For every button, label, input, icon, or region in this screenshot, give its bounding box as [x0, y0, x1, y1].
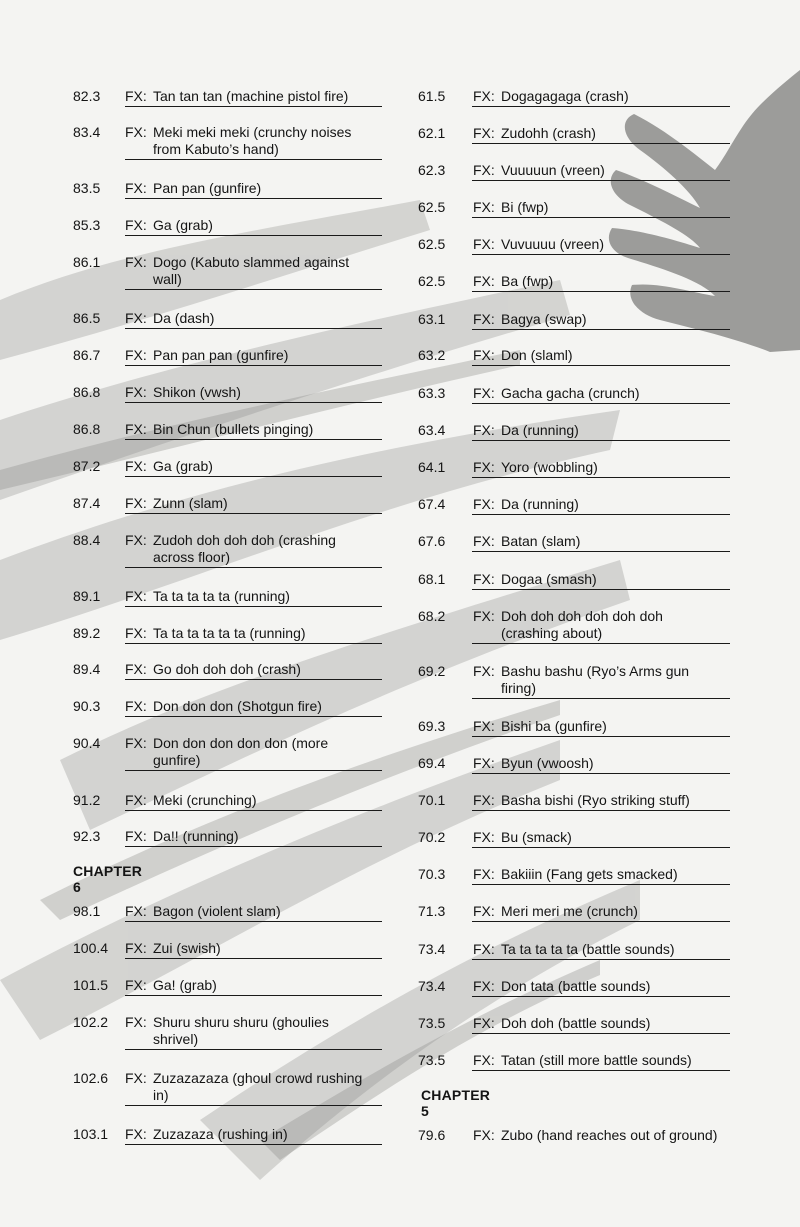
sound-effect-translation: Da!! (running): [153, 828, 239, 844]
sound-effect-translation: Don tata (battle sounds): [501, 978, 651, 994]
fx-label: FX:: [125, 458, 147, 474]
page-panel-number: 62.5: [418, 236, 446, 252]
sound-effect-translation: (crashing about): [501, 625, 603, 641]
page-panel-number: 70.3: [418, 866, 446, 882]
underline-rule: [472, 884, 730, 885]
fx-label: FX:: [125, 384, 147, 400]
chapter-heading: CHAPTER 5: [421, 1087, 491, 1119]
sound-effect-translation: Ga (grab): [153, 458, 213, 474]
sound-effect-translation: Ta ta ta ta ta (running): [153, 588, 290, 604]
fx-label: FX:: [125, 217, 147, 233]
underline-rule: [472, 217, 730, 218]
sound-effect-translation: firing): [501, 680, 537, 696]
sound-effect-translation: Bashu bashu (Ryo’s Arms gun: [501, 663, 690, 679]
page-panel-number: 64.1: [418, 459, 446, 475]
underline-rule: [472, 143, 730, 144]
sound-effect-translation: Bishi ba (gunfire): [501, 718, 607, 734]
fx-label: FX:: [125, 1126, 147, 1142]
page-panel-number: 63.1: [418, 311, 446, 327]
page-panel-number: 73.4: [418, 978, 446, 994]
fx-label: FX:: [125, 625, 147, 641]
page-panel-number: 68.1: [418, 571, 446, 587]
page-panel-number: 102.6: [73, 1070, 109, 1086]
sound-effect-translation: Pan pan (gunfire): [153, 180, 262, 196]
fx-label: FX:: [473, 347, 495, 363]
underline-rule: [125, 679, 382, 680]
sound-effect-translation: Bin Chun (bullets pinging): [153, 421, 314, 437]
fx-label: FX:: [473, 385, 495, 401]
page-panel-number: 62.3: [418, 162, 446, 178]
underline-rule: [472, 847, 730, 848]
page-panel-number: 98.1: [73, 903, 101, 919]
underline-rule: [472, 403, 730, 404]
page-panel-number: 87.4: [73, 495, 101, 511]
sound-effect-translation: across floor): [153, 549, 231, 565]
underline-rule: [125, 106, 382, 107]
sound-effect-translation: Dogo (Kabuto slammed against: [153, 254, 350, 270]
sound-effect-translation: Ba (fwp): [501, 273, 554, 289]
fx-label: FX:: [125, 347, 147, 363]
underline-rule: [472, 773, 730, 774]
underline-rule: [125, 958, 382, 959]
page-panel-number: 69.2: [418, 663, 446, 679]
underline-rule: [125, 198, 382, 199]
underline-rule: [472, 589, 730, 590]
page-panel-number: 87.2: [73, 458, 101, 474]
underline-rule: [125, 402, 382, 403]
sound-effect-translation: Don don don don don (more: [153, 735, 329, 751]
sound-effect-translation: Zunn (slam): [153, 495, 228, 511]
sound-effect-translation: Yoro (wobbling): [501, 459, 598, 475]
sound-effect-translation: Bagya (swap): [501, 311, 587, 327]
sound-effect-translation: shrivel): [153, 1031, 199, 1047]
fx-label: FX:: [473, 792, 495, 808]
underline-rule: [472, 254, 730, 255]
underline-rule: [125, 567, 382, 568]
fx-label: FX:: [125, 977, 147, 993]
fx-label: FX:: [473, 755, 495, 771]
underline-rule: [125, 365, 382, 366]
sound-effect-translation: Dogaa (smash): [501, 571, 597, 587]
sound-effect-translation: Gacha gacha (crunch): [501, 385, 640, 401]
sound-effect-translation: Bagon (violent slam): [153, 903, 281, 919]
fx-label: FX:: [125, 532, 147, 548]
fx-label: FX:: [125, 735, 147, 751]
page-panel-number: 70.1: [418, 792, 446, 808]
page-panel-number: 83.5: [73, 180, 101, 196]
underline-rule: [472, 996, 730, 997]
underline-rule: [125, 643, 382, 644]
hand-silhouette: [609, 70, 800, 352]
sound-effect-translation: Bu (smack): [501, 829, 572, 845]
sound-effect-translation: Zudohh (crash): [501, 125, 596, 141]
fx-label: FX:: [473, 978, 495, 994]
fx-label: FX:: [473, 718, 495, 734]
fx-label: FX:: [473, 422, 495, 438]
sound-effect-translation: Dogagagaga (crash): [501, 88, 629, 104]
underline-rule: [125, 289, 382, 290]
fx-label: FX:: [125, 88, 147, 104]
sound-effect-translation: Byun (vwoosh): [501, 755, 594, 771]
underline-rule: [472, 1070, 730, 1071]
sound-effect-translation: Zui (swish): [153, 940, 221, 956]
sound-effect-translation: Zubo (hand reaches out of ground): [501, 1127, 718, 1143]
sound-effect-translation: Zudoh doh doh doh (crashing: [153, 532, 336, 548]
sound-effect-translation: Da (running): [501, 422, 579, 438]
underline-rule: [125, 476, 382, 477]
underline-rule: [125, 810, 382, 811]
sound-effect-translation: Pan pan pan (gunfire): [153, 347, 289, 363]
fx-label: FX:: [125, 661, 147, 677]
page-panel-number: 83.4: [73, 124, 101, 140]
underline-rule: [125, 439, 382, 440]
underline-rule: [125, 716, 382, 717]
sound-effect-translation: Meki meki meki (crunchy noises: [153, 124, 352, 140]
sound-effect-translation: Basha bishi (Ryo striking stuff): [501, 792, 690, 808]
page-panel-number: 90.4: [73, 735, 101, 751]
underline-rule: [125, 921, 382, 922]
fx-label: FX:: [473, 608, 495, 624]
page-panel-number: 91.2: [73, 792, 101, 808]
fx-label: FX:: [473, 273, 495, 289]
fx-label: FX:: [473, 533, 495, 549]
sound-effect-translation: Meki (crunching): [153, 792, 257, 808]
sound-effect-translation: Vuuuuun (vreen): [501, 162, 605, 178]
underline-rule: [472, 643, 730, 644]
sound-effect-translation: Ta ta ta ta ta ta (running): [153, 625, 306, 641]
fx-label: FX:: [125, 124, 147, 140]
fx-label: FX:: [473, 1015, 495, 1031]
sound-effect-translation: Ga (grab): [153, 217, 213, 233]
underline-rule: [472, 959, 730, 960]
fx-label: FX:: [473, 866, 495, 882]
underline-rule: [472, 365, 730, 366]
page-panel-number: 63.2: [418, 347, 446, 363]
fx-label: FX:: [473, 829, 495, 845]
page-panel-number: 82.3: [73, 88, 101, 104]
fx-label: FX:: [125, 254, 147, 270]
underline-rule: [472, 329, 730, 330]
page-panel-number: 103.1: [73, 1126, 109, 1142]
sound-effect-translation: Da (dash): [153, 310, 215, 326]
page-panel-number: 86.7: [73, 347, 101, 363]
fx-label: FX:: [125, 180, 147, 196]
page-panel-number: 69.3: [418, 718, 446, 734]
page-panel-number: 69.4: [418, 755, 446, 771]
underline-rule: [472, 810, 730, 811]
sound-effect-translation: Tan tan tan (machine pistol fire): [153, 88, 349, 104]
fx-label: FX:: [125, 310, 147, 326]
fx-label: FX:: [473, 496, 495, 512]
sound-effect-translation: Doh doh doh doh doh doh: [501, 608, 663, 624]
fx-label: FX:: [125, 940, 147, 956]
fx-label: FX:: [473, 941, 495, 957]
underline-rule: [125, 159, 382, 160]
underline-rule: [125, 846, 382, 847]
underline-rule: [125, 513, 382, 514]
underline-rule: [472, 180, 730, 181]
underline-rule: [472, 1033, 730, 1034]
page-panel-number: 101.5: [73, 977, 109, 993]
fx-label: FX:: [125, 792, 147, 808]
fx-label: FX:: [473, 571, 495, 587]
underline-rule: [472, 106, 730, 107]
sound-effect-translation: Bi (fwp): [501, 199, 549, 215]
chapter-heading: CHAPTER 6: [73, 863, 143, 895]
page-panel-number: 90.3: [73, 698, 101, 714]
sound-effect-translation: Doh doh (battle sounds): [501, 1015, 651, 1031]
page-panel-number: 100.4: [73, 940, 109, 956]
fx-label: FX:: [473, 1127, 495, 1143]
fx-label: FX:: [473, 1052, 495, 1068]
sound-effect-translation: Zuzazazaza (ghoul crowd rushing: [153, 1070, 363, 1086]
page-panel-number: 63.3: [418, 385, 446, 401]
page-panel-number: 89.1: [73, 588, 101, 604]
sound-effect-translation: Ga! (grab): [153, 977, 217, 993]
sound-effect-translation: in): [153, 1087, 169, 1103]
page-panel-number: 73.5: [418, 1052, 446, 1068]
page-panel-number: 61.5: [418, 88, 446, 104]
page-panel-number: 62.1: [418, 125, 446, 141]
sound-effect-translation: Ta ta ta ta ta (battle sounds): [501, 941, 675, 957]
fx-label: FX:: [125, 588, 147, 604]
sound-effect-translation: Bakiiin (Fang gets smacked): [501, 866, 678, 882]
page-panel-number: 73.4: [418, 941, 446, 957]
sound-effect-translation: Go doh doh doh (crash): [153, 661, 301, 677]
fx-label: FX:: [125, 495, 147, 511]
page-panel-number: 92.3: [73, 828, 101, 844]
underline-rule: [472, 698, 730, 699]
underline-rule: [472, 921, 730, 922]
fx-label: FX:: [473, 162, 495, 178]
page-panel-number: 68.2: [418, 608, 446, 624]
page-panel-number: 79.6: [418, 1127, 446, 1143]
fx-label: FX:: [125, 1014, 147, 1030]
sound-effect-translation: gunfire): [153, 752, 201, 768]
underline-rule: [472, 551, 730, 552]
underline-rule: [472, 514, 730, 515]
page-panel-number: 86.8: [73, 384, 101, 400]
underline-rule: [125, 1049, 382, 1050]
page-panel-number: 89.2: [73, 625, 101, 641]
page-panel-number: 62.5: [418, 199, 446, 215]
page-panel-number: 62.5: [418, 273, 446, 289]
sound-effect-translation: Vuvuuuu (vreen): [501, 236, 604, 252]
underline-rule: [125, 606, 382, 607]
page-panel-number: 89.4: [73, 661, 101, 677]
page-panel-number: 70.2: [418, 829, 446, 845]
underline-rule: [472, 477, 730, 478]
sound-effect-translation: wall): [153, 271, 182, 287]
fx-label: FX:: [473, 459, 495, 475]
sound-effect-translation: from Kabuto’s hand): [153, 141, 279, 157]
page-panel-number: 86.1: [73, 254, 101, 270]
sound-effect-translation: Tatan (still more battle sounds): [501, 1052, 692, 1068]
page-panel-number: 71.3: [418, 903, 446, 919]
underline-rule: [125, 1105, 382, 1106]
sound-effect-translation: Don don don (Shotgun fire): [153, 698, 322, 714]
sound-effect-translation: Shikon (vwsh): [153, 384, 241, 400]
sound-effect-translation: Batan (slam): [501, 533, 581, 549]
page-panel-number: 86.5: [73, 310, 101, 326]
underline-rule: [125, 995, 382, 996]
fx-label: FX:: [473, 663, 495, 679]
page-panel-number: 88.4: [73, 532, 101, 548]
page-panel-number: 63.4: [418, 422, 446, 438]
fx-label: FX:: [125, 903, 147, 919]
fx-label: FX:: [125, 421, 147, 437]
page-panel-number: 86.8: [73, 421, 101, 437]
page-panel-number: 73.5: [418, 1015, 446, 1031]
fx-label: FX:: [125, 828, 147, 844]
fx-label: FX:: [473, 88, 495, 104]
underline-rule: [125, 328, 382, 329]
sound-effect-translation: Da (running): [501, 496, 579, 512]
fx-label: FX:: [125, 1070, 147, 1086]
sound-effect-translation: Shuru shuru shuru (ghoulies: [153, 1014, 329, 1030]
sound-effect-translation: Zuzazaza (rushing in): [153, 1126, 288, 1142]
page-panel-number: 102.2: [73, 1014, 109, 1030]
fx-label: FX:: [473, 236, 495, 252]
underline-rule: [125, 235, 382, 236]
underline-rule: [125, 770, 382, 771]
page-panel-number: 67.4: [418, 496, 446, 512]
underline-rule: [125, 1144, 382, 1145]
underline-rule: [472, 736, 730, 737]
fx-label: FX:: [473, 125, 495, 141]
page-panel-number: 67.6: [418, 533, 446, 549]
fx-label: FX:: [473, 311, 495, 327]
fx-label: FX:: [473, 903, 495, 919]
underline-rule: [472, 440, 730, 441]
sound-effect-translation: Don (slaml): [501, 347, 573, 363]
underline-rule: [472, 291, 730, 292]
sound-effect-translation: Meri meri me (crunch): [501, 903, 638, 919]
page-panel-number: 85.3: [73, 217, 101, 233]
fx-label: FX:: [125, 698, 147, 714]
fx-label: FX:: [473, 199, 495, 215]
